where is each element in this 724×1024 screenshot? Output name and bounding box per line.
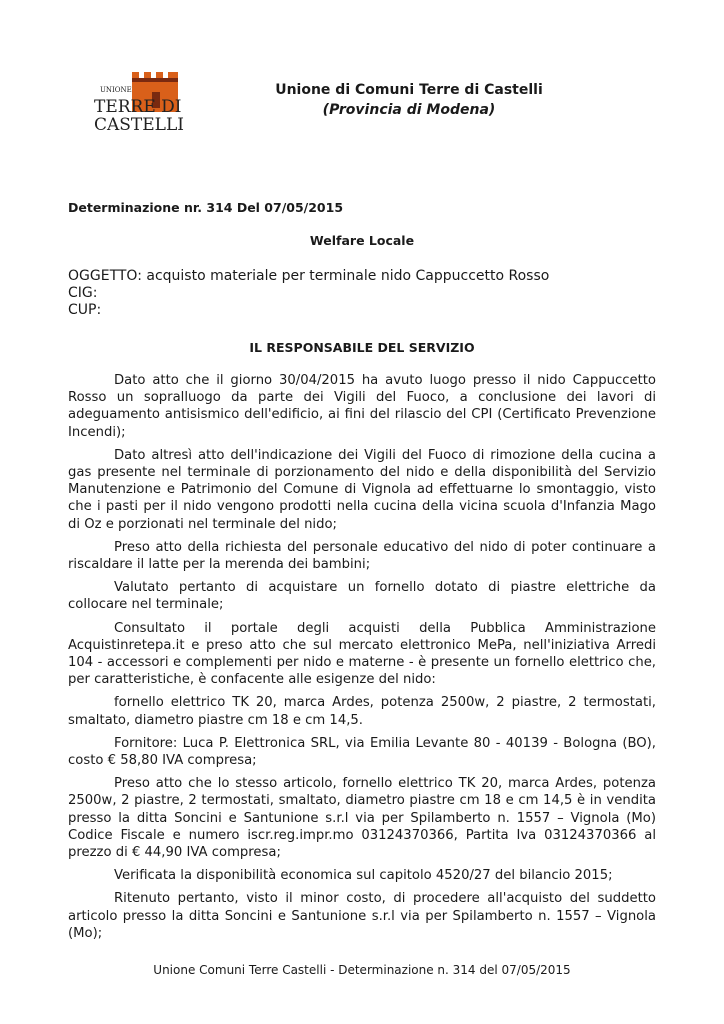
org-name: Unione di Comuni Terre di Castelli bbox=[275, 82, 543, 98]
cup-line: CUP: bbox=[68, 302, 102, 318]
paragraph: Dato altresì atto dell'indicazione dei Vigili del Fuoco di rimozione della cucina a gas presente nel terminale di porzionamento del nido e della disponibilità del Servizio Manutenzione e Patrimonio del Comune di Vignola ad effettuarne lo smontaggio, visto che i pasti per il nido vengono prodotti nella cucina della vicina scuola d'Infanzia Mago di Oz e porzionati nel terminale del nido; bbox=[68, 447, 656, 532]
subject-line: OGGETTO: acquisto materiale per terminale nido Cappuccetto Rosso bbox=[68, 268, 550, 284]
logo bbox=[92, 68, 188, 136]
logo-line-2: TERRE DI bbox=[94, 97, 182, 117]
paragraph: Dato atto che il giorno 30/04/2015 ha avuto luogo presso il nido Cappuccetto Rosso un sopralluogo da parte dei Vigili del Fuoco, a conclusione dei lavori di adeguamento antisismico dell'edificio, ai fini del rilascio del CPI (Certificato Prevenzione Incendi); bbox=[68, 373, 656, 440]
paragraph: Ritenuto pertanto, visto il minor costo, di procedere all'acquisto del suddetto articolo presso la ditta Soncini e Santunione s.r.l via per Spilamberto n. 1557 – Vignola (Mo); bbox=[68, 891, 656, 941]
paragraph: Preso atto della richiesta del personale educativo del nido di poter continuare a riscaldare il latte per la merenda dei bambini; bbox=[68, 539, 656, 573]
cig-line: CIG: bbox=[68, 285, 98, 301]
responsible-heading: IL RESPONSABILE DEL SERVIZIO bbox=[249, 340, 475, 355]
department: Welfare Locale bbox=[309, 233, 415, 248]
paragraph: Consultato il portale degli acquisti della Pubblica Amministrazione Acquistinretepa.it e preso atto che sul mercato elettronico MePa, nell'iniziativa Arredi 104 - accessori e complementi per nido e materne - è presente un fornello elettrico che, per caratteristiche, è confacente alle esigenze del nido: bbox=[68, 620, 656, 688]
logo-line-1: UNIONE bbox=[100, 86, 132, 94]
province: (Provincia di Modena) bbox=[322, 102, 496, 118]
paragraph: Fornitore: Luca P. Elettronica SRL, via Emilia Levante 80 - 40139 - Bologna (BO), costo € 58,80 IVA compresa; bbox=[68, 735, 656, 769]
subject-block bbox=[68, 268, 549, 319]
determination-number: Determinazione nr. 314 Del 07/05/2015 bbox=[68, 200, 344, 215]
paragraph: fornello elettrico TK 20, marca Ardes, potenza 2500w, 2 piastre, 2 termostati, smaltato, diametro piastre cm 18 e cm 14,5. bbox=[68, 695, 656, 728]
page-footer: Unione Comuni Terre Castelli - Determinazione n. 314 del 07/05/2015 bbox=[153, 963, 571, 977]
logo-line-3: CASTELLI bbox=[94, 115, 184, 135]
paragraph: Preso atto che lo stesso articolo, fornello elettrico TK 20, marca Ardes, potenza 2500w, 2 piastre, 2 termostati, smaltato, diametro piastre cm 18 e cm 14,5 è in vendita presso la ditta Soncini e Santunione s.r.l via per Spilamberto n. 1557 – Vignola (Mo) Codice Fiscale e numero iscr.reg.impr.mo 03124370366, Partita Iva 03124370366 al prezzo di € 44,90 IVA compresa; bbox=[68, 776, 656, 861]
organization-header bbox=[230, 80, 588, 120]
paragraph: Valutato pertanto di acquistare un fornello dotato di piastre elettriche da collocare nel terminale; bbox=[68, 580, 656, 613]
paragraph: Verificata la disponibilità economica sul capitolo 4520/27 del bilancio 2015; bbox=[114, 868, 613, 884]
document-body bbox=[68, 372, 656, 948]
